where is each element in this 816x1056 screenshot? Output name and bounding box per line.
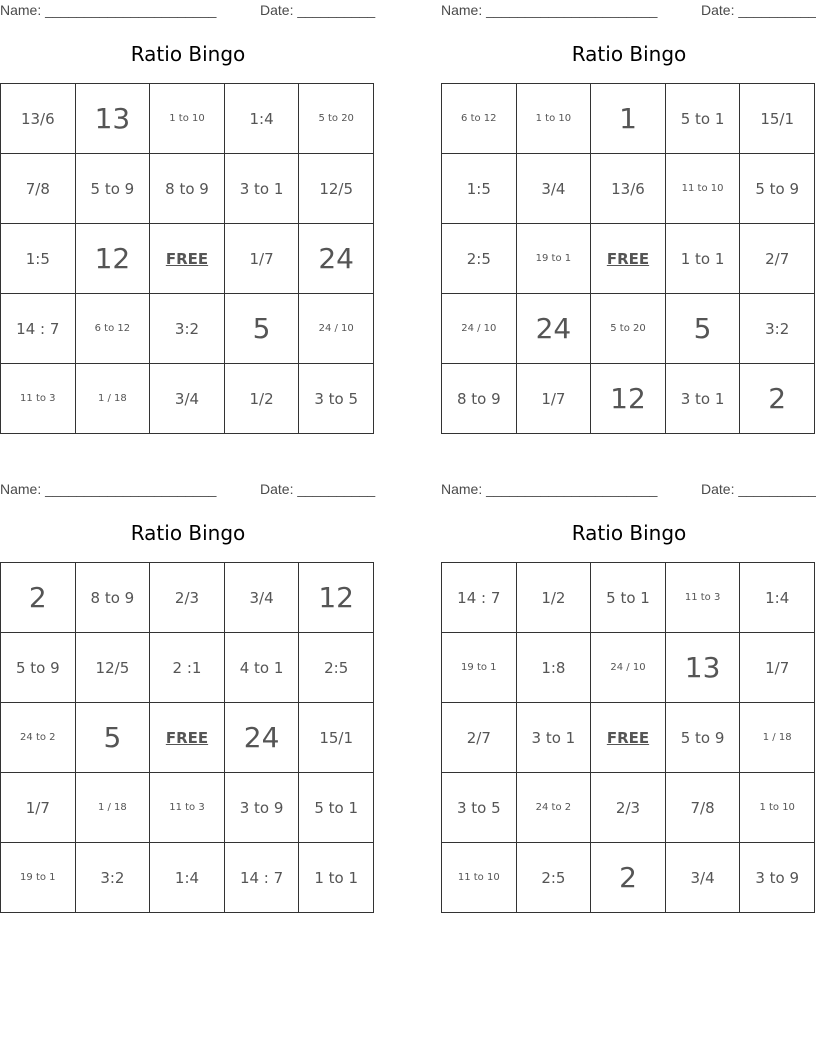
bingo-card-2 (441, 0, 816, 440)
bingo-cell: 1/7 (740, 633, 815, 703)
bingo-cell: 19 to 1 (1, 843, 76, 913)
bingo-cell: 3:2 (740, 294, 815, 364)
bingo-cell: 12/5 (75, 633, 150, 703)
bingo-cell: 11 to 3 (150, 773, 225, 843)
bingo-row (1, 773, 374, 843)
bingo-cell: 19 to 1 (516, 224, 591, 294)
bingo-cell: 5 to 1 (299, 773, 374, 843)
bingo-row (1, 364, 374, 434)
bingo-row (442, 364, 815, 434)
bingo-row (1, 843, 374, 913)
bingo-cell: 5 (224, 294, 299, 364)
bingo-cell: 3 to 9 (740, 843, 815, 913)
bingo-grid (0, 83, 374, 434)
bingo-row (1, 154, 374, 224)
free-space-cell: FREE (591, 703, 666, 773)
bingo-cell: 24 (516, 294, 591, 364)
bingo-cell: 3 to 5 (299, 364, 374, 434)
free-space-cell: FREE (150, 703, 225, 773)
bingo-cell: 5 to 1 (591, 563, 666, 633)
bingo-cell: 1:4 (224, 84, 299, 154)
bingo-cell: 24 to 2 (516, 773, 591, 843)
bingo-cell: 12 (75, 224, 150, 294)
bingo-cell: 7/8 (665, 773, 740, 843)
bingo-row (442, 633, 815, 703)
bingo-cell: 3 to 1 (516, 703, 591, 773)
bingo-row (442, 154, 815, 224)
bingo-cell: 13 (75, 84, 150, 154)
bingo-row (1, 224, 374, 294)
free-space-cell: FREE (591, 224, 666, 294)
bingo-cell: 24 / 10 (591, 633, 666, 703)
bingo-cell: 7/8 (1, 154, 76, 224)
bingo-cell: 6 to 12 (75, 294, 150, 364)
bingo-cell: 15/1 (299, 703, 374, 773)
bingo-card-3 (0, 479, 376, 919)
bingo-row (1, 84, 374, 154)
bingo-cell: 2/3 (591, 773, 666, 843)
bingo-cell: 12/5 (299, 154, 374, 224)
bingo-row (1, 633, 374, 703)
card-header (441, 0, 816, 22)
bingo-card-1 (0, 0, 376, 440)
bingo-cell: 5 to 9 (740, 154, 815, 224)
bingo-cell: 1 to 10 (150, 84, 225, 154)
bingo-cell: 3 to 1 (224, 154, 299, 224)
bingo-cell: 2 (740, 364, 815, 434)
bingo-cell: 1 / 18 (75, 773, 150, 843)
bingo-row (1, 703, 374, 773)
bingo-row (442, 294, 815, 364)
bingo-cell: 3/4 (150, 364, 225, 434)
bingo-cell: 12 (591, 364, 666, 434)
bingo-cell: 1/2 (516, 563, 591, 633)
bingo-cell: 4 to 1 (224, 633, 299, 703)
bingo-cell: 24 (224, 703, 299, 773)
bingo-cell: 2/3 (150, 563, 225, 633)
bingo-cell: 11 to 3 (1, 364, 76, 434)
bingo-cell: 11 to 10 (665, 154, 740, 224)
bingo-cell: 14 : 7 (224, 843, 299, 913)
bingo-cell: 3/4 (516, 154, 591, 224)
bingo-cell: 2/7 (442, 703, 517, 773)
bingo-cell: 1 / 18 (75, 364, 150, 434)
bingo-cell: 1/7 (1, 773, 76, 843)
bingo-cell: 1 / 18 (740, 703, 815, 773)
bingo-row (442, 563, 815, 633)
bingo-cell: 8 to 9 (150, 154, 225, 224)
bingo-row (442, 843, 815, 913)
bingo-row (442, 84, 815, 154)
bingo-cell: 5 to 9 (75, 154, 150, 224)
bingo-cell: 3 to 5 (442, 773, 517, 843)
bingo-cell: 1:4 (740, 563, 815, 633)
bingo-cell: 13/6 (591, 154, 666, 224)
bingo-cell: 8 to 9 (75, 563, 150, 633)
date-field[interactable]: Date: __________ (260, 481, 376, 497)
name-field[interactable]: Name: ______________________ (441, 2, 658, 18)
date-field[interactable]: Date: __________ (260, 2, 376, 18)
bingo-row (442, 224, 815, 294)
bingo-grid (441, 83, 815, 434)
bingo-cell: 1:5 (442, 154, 517, 224)
bingo-cell: 19 to 1 (442, 633, 517, 703)
bingo-cell: 1 to 10 (740, 773, 815, 843)
card-title: Ratio Bingo (130, 521, 246, 545)
bingo-cell: 5 to 20 (299, 84, 374, 154)
bingo-cell: 5 (665, 294, 740, 364)
bingo-cell: 12 (299, 563, 374, 633)
bingo-card-4 (441, 479, 816, 919)
bingo-cell: 5 to 9 (1, 633, 76, 703)
bingo-cell: 24 / 10 (299, 294, 374, 364)
bingo-cell: 3:2 (75, 843, 150, 913)
bingo-cell: 24 / 10 (442, 294, 517, 364)
free-space-cell: FREE (150, 224, 225, 294)
bingo-cell: 1/7 (516, 364, 591, 434)
bingo-cell: 8 to 9 (442, 364, 517, 434)
card-header (0, 0, 376, 22)
name-field[interactable]: Name: ______________________ (0, 481, 217, 497)
bingo-cell: 1 to 1 (665, 224, 740, 294)
date-field[interactable]: Date: __________ (701, 2, 816, 18)
bingo-cell: 24 to 2 (1, 703, 76, 773)
bingo-cell: 11 to 10 (442, 843, 517, 913)
bingo-cell: 5 (75, 703, 150, 773)
card-title: Ratio Bingo (571, 42, 687, 66)
bingo-row (1, 294, 374, 364)
bingo-cell: 1 to 10 (516, 84, 591, 154)
bingo-cell: 1 to 1 (299, 843, 374, 913)
bingo-row (442, 703, 815, 773)
bingo-grid (441, 562, 815, 913)
card-header (0, 479, 376, 501)
bingo-cell: 1:5 (1, 224, 76, 294)
bingo-cell: 1 (591, 84, 666, 154)
bingo-cell: 2 :1 (150, 633, 225, 703)
bingo-cell: 2:5 (299, 633, 374, 703)
bingo-cell: 3/4 (224, 563, 299, 633)
bingo-cell: 2 (1, 563, 76, 633)
bingo-cell: 13 (665, 633, 740, 703)
bingo-cell: 1/7 (224, 224, 299, 294)
bingo-cell: 1:4 (150, 843, 225, 913)
bingo-cell: 1:8 (516, 633, 591, 703)
card-title: Ratio Bingo (130, 42, 246, 66)
bingo-cell: 3/4 (665, 843, 740, 913)
card-header (441, 479, 816, 501)
bingo-cell: 14 : 7 (442, 563, 517, 633)
bingo-cell: 3 to 9 (224, 773, 299, 843)
bingo-row (1, 563, 374, 633)
bingo-cell: 13/6 (1, 84, 76, 154)
name-field[interactable]: Name: ______________________ (441, 481, 658, 497)
bingo-cell: 3 to 1 (665, 364, 740, 434)
bingo-cell: 24 (299, 224, 374, 294)
bingo-cell: 3:2 (150, 294, 225, 364)
bingo-row (442, 773, 815, 843)
name-field[interactable]: Name: ______________________ (0, 2, 217, 18)
bingo-cell: 2/7 (740, 224, 815, 294)
bingo-cell: 1/2 (224, 364, 299, 434)
bingo-cell: 5 to 20 (591, 294, 666, 364)
bingo-cell: 5 to 1 (665, 84, 740, 154)
bingo-cell: 5 to 9 (665, 703, 740, 773)
bingo-cell: 2:5 (516, 843, 591, 913)
bingo-grid (0, 562, 374, 913)
date-field[interactable]: Date: __________ (701, 481, 816, 497)
bingo-cell: 15/1 (740, 84, 815, 154)
bingo-cell: 14 : 7 (1, 294, 76, 364)
bingo-cell: 6 to 12 (442, 84, 517, 154)
bingo-cell: 2 (591, 843, 666, 913)
bingo-cell: 11 to 3 (665, 563, 740, 633)
bingo-cell: 2:5 (442, 224, 517, 294)
card-title: Ratio Bingo (571, 521, 687, 545)
